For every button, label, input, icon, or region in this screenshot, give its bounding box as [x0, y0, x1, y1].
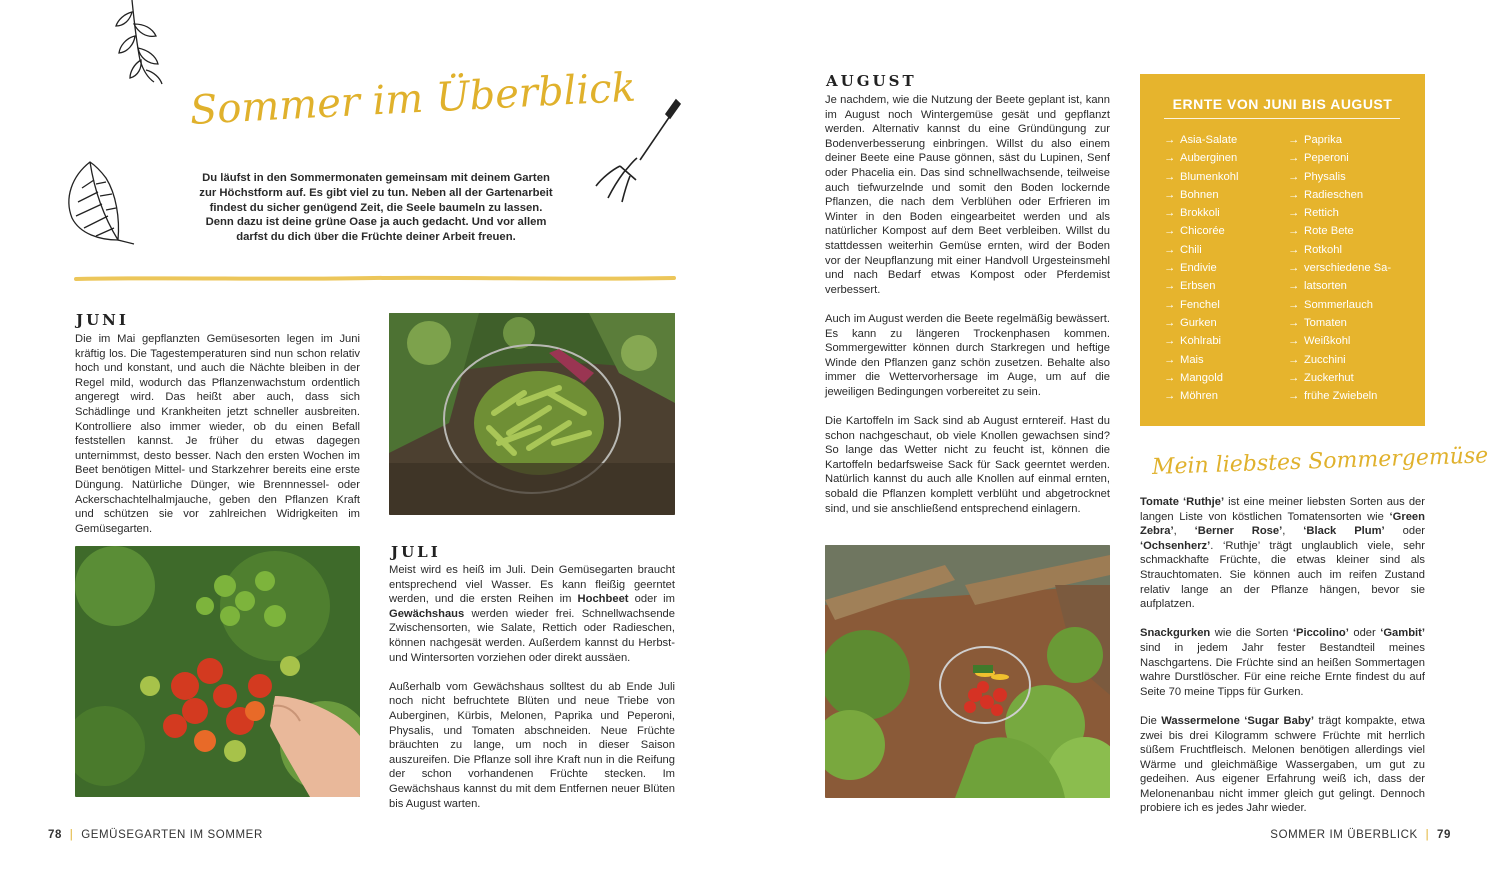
arrow-right-icon: →: [1164, 353, 1176, 366]
harvest-item: → Mangold: [1164, 369, 1238, 387]
harvest-item: → Chicorée: [1164, 222, 1238, 240]
harvest-item: → Erbsen: [1164, 277, 1238, 295]
arrow-right-icon: →: [1288, 280, 1300, 293]
hanging-leaves-icon: [110, 0, 170, 85]
harvest-item: → Radieschen: [1288, 186, 1391, 204]
juni-text: Die im Mai gepflanzten Gemüsesorten legen im Juni kräftig los. Die Tagestemperaturen sind nun schon relativ hoch und konstant, und auch die Nächte bleiben in der Regel mild, wodurch das Pflanzenwachstum ordentlich angeregt wird. Das heißt aber auch, dass sich Schädlinge und Krankheiten jetzt schneller ausbreiten. Kontrolliere also immer wieder, ob du einen Befall feststellen kannst. Je früher du etwas dagegen unternimmst, desto besser. Nach den ersten Wochen im Beet benötigen Mittel- und Starkzehrer bereits eine erste Düngung. Natürliche Dünger, wie Brennnessel- oder Ackerschachtelhalmjauche, geben den Pflanzen Kraft und schützen sie vor zahlreichen Widrigkeiten im Gemüsegarten.: [75, 333, 360, 535]
harvest-item: → Weißkohl: [1288, 332, 1391, 350]
harvest-item: → Chili: [1164, 241, 1238, 259]
arrow-right-icon: →: [1288, 225, 1300, 238]
harvest-item: → verschiedene Sa-: [1288, 259, 1391, 277]
arrow-right-icon: →: [1288, 152, 1300, 165]
divider-line: [74, 274, 676, 284]
harvest-item: → Blumenkohl: [1164, 168, 1238, 186]
august-text: Je nachdem, wie die Nutzung der Beete geplant ist, kann im August noch Wintergemüse gesät und gepflanzt werden. Alternativ kannst du eine Gründüngung zur Bodenverbesserung einbringen. Willst du also einem deiner Beete eine Pause gönnen, säst du Lupinen, Senf oder Phacelia ein. Das sind schnellwachsende, teilweise auch tiefwurzelnde und somit den Boden lockernde Pflanzen, die nach dem Verblühen oder Erfrieren im Winter in den Boden eingearbeitet werden und als natürlicher Kompost auf dem Beet verbleiben. Willst du stattdessen weiterhin Gemüse ernten, wird der Boden vor der Neupflanzung mit einer Handvoll Urgesteinsmehl und nach Bedarf etwas Kompost oder Pferdemist verbessert. Auch im August werden die Beete regelmäßig bewässert. Es kann zu längeren Trockenphasen kommen. Sommergewitter können durch Starkregen und heftige Winde den Pflanzen ganz schön zusetzen. Behalte also immer die Wettervorhersage im Auge, um auf die jeweiligen Bedingungen vorbereitet zu sein. Die Kartoffeln im Sack sind ab August erntereif. Hast du schon nachgeschaut, ob viele Knollen gewachsen sind? So lange das Wetter nicht zu feucht ist, können die Kartoffeln bedarfsweise Sack für Sack geerntet werden. Natürlich kannst du auch alle Knollen auf einmal ernten, sobald die Pflanzen komplett verblüht und abgetrocknet sind, und sie anschließend entsprechend einlagern.: [825, 94, 1110, 515]
harvest-title: ERNTE VON JUNI BIS AUGUST: [1172, 96, 1393, 112]
harvest-item: → Auberginen: [1164, 149, 1238, 167]
august-heading: AUGUST: [826, 72, 917, 90]
arrow-right-icon: →: [1164, 280, 1176, 293]
arrow-right-icon: →: [1288, 353, 1300, 366]
harvest-item: → Peperoni: [1288, 149, 1391, 167]
page-title: Sommer im Überblick: [188, 64, 637, 134]
harvest-box: [1140, 74, 1425, 426]
footer-chapter: GEMÜSEGARTEN IM SOMMER: [81, 829, 263, 841]
harvest-item: → Rettich: [1288, 204, 1391, 222]
harvest-item: → Möhren: [1164, 387, 1238, 405]
arrow-right-icon: →: [1164, 390, 1176, 403]
arrow-right-icon: →: [1164, 316, 1176, 329]
arrow-right-icon: →: [1288, 243, 1300, 256]
leaf-icon: [60, 158, 140, 248]
arrow-right-icon: →: [1164, 134, 1176, 146]
arrow-right-icon: →: [1288, 188, 1300, 201]
arrow-right-icon: →: [1164, 207, 1176, 220]
harvest-item: → Tomaten: [1288, 314, 1391, 332]
arrow-right-icon: →: [1288, 316, 1300, 329]
harvest-item: → Kohlrabi: [1164, 332, 1238, 350]
harvest-item: → Zuckerhut: [1288, 369, 1391, 387]
harvest-item: → Zucchini: [1288, 351, 1391, 369]
arrow-right-icon: →: [1164, 225, 1176, 238]
arrow-right-icon: →: [1164, 262, 1176, 275]
page-number-right: 79: [1437, 829, 1451, 841]
arrow-right-icon: →: [1164, 170, 1176, 183]
arrow-right-icon: →: [1164, 335, 1176, 348]
harvest-item: → Rote Bete: [1288, 222, 1391, 240]
arrow-right-icon: →: [1164, 152, 1176, 165]
arrow-right-icon: →: [1164, 188, 1176, 201]
harvest-item: → Brokkoli: [1164, 204, 1238, 222]
harvest-item: → Endivie: [1164, 259, 1238, 277]
harvest-list-2: [1288, 131, 1391, 405]
arrow-right-icon: →: [1288, 134, 1300, 146]
arrow-right-icon: →: [1288, 390, 1300, 403]
beans-photo: [389, 313, 675, 515]
juni-heading: JUNI: [76, 311, 129, 329]
juli-heading: JULI: [391, 543, 441, 561]
arrow-right-icon: →: [1164, 243, 1176, 256]
harvest-item: → Mais: [1164, 351, 1238, 369]
harvest-item: → Gurken: [1164, 314, 1238, 332]
favorites-text: Tomate ‘Ruthje’ ist eine meiner liebsten Sorten aus der langen Liste von köstlichen Tomatensorten wie ‘Green Zebra’, ‘Berner Rose’, ‘Black Plum’ oder ‘Ochsenherz’. ‘Ruthje’ trägt unglaublich viele, sehr schmackhafte Früchte, die etwas kleiner sind als Strauchtomaten. Sie können auch im reifen Zustand relativ lange an der Pflanze hängen, bevor sie aufplatzen. Snackgurken wie die Sorten ‘Piccolino’ oder ‘Gambit’ sind in jedem Jahr fester Bestandteil meines Naschgartens. Die Früchte sind an heißen Sommertagen wahre Durstlöscher. Für eine reiche Ernte findest du auf Seite 70 meine Tipps für Gurken. Die Wassermelone ‘Sugar Baby’ trägt kompakte, etwa zwei bis drei Kilogramm schwere Früchte mit herrlich süßem Fruchtfleisch. Melonen benötigen allerdings viel Wärme und gleichmäßige Wassergaben, um gut zu gedeihen. Aus eigener Erfahrung weiß ich, dass der Melonenanbau nicht immer gleich gut gelingt. Dennoch probiere ich es jedes Jahr wieder.: [1140, 496, 1426, 815]
harvest-divider: [1164, 118, 1400, 119]
footer-right: SOMMER IM ÜBERBLICK | 79: [1270, 829, 1451, 841]
harvest-item: → latsorten: [1288, 277, 1391, 295]
harvest-item: → Fenchel: [1164, 296, 1238, 314]
arrow-right-icon: →: [1288, 335, 1300, 348]
harvest-list-1: [1164, 131, 1238, 405]
harvest-item: → Physalis: [1288, 168, 1391, 186]
harvest-item: → Asia-Salate: [1164, 131, 1238, 149]
juli-text: Meist wird es heiß im Juli. Dein Gemüsegarten braucht entsprechend viel Wasser. Es kann fleißig geerntet werden, und die ersten Reihen im Hochbeet oder im Gewächshaus werden wieder frei. Schnellwachsende Zwischensorten, wie Salate, Rettich oder Radieschen, können nachgesät werden. Außerdem kannst du Herbst- und Wintersorten vorziehen oder direkt aussäen. Außerhalb vom Gewächshaus solltest du ab Ende Juli noch nicht befruchtete Blüten und neue Triebe von Auberginen, Kürbis, Melonen, Paprika und Peperoni, Physalis, und Tomaten abschneiden. Neue Früchte bräuchten zu lange, um noch in dieser Saison auszureifen. Die Pflanze soll ihre Kraft nun in die Reifung der schon vorhandenen Früchte stecken. Im Gewächshaus kannst du mit dem Entfernen neuer Blüten bis August warten.: [389, 564, 675, 810]
footer-left: 78 | GEMÜSEGARTEN IM SOMMER: [48, 829, 263, 841]
footer-chapter-right: SOMMER IM ÜBERBLICK: [1270, 829, 1418, 841]
harvest-item: → Rotkohl: [1288, 241, 1391, 259]
arrow-right-icon: →: [1164, 371, 1176, 384]
tomatoes-photo: [75, 546, 360, 797]
harvest-item: → Paprika: [1288, 131, 1391, 149]
arrow-right-icon: →: [1288, 262, 1300, 275]
page-number: 78: [48, 829, 62, 841]
favorites-title: Mein liebstes Sommergemüse: [1151, 443, 1489, 480]
arrow-right-icon: →: [1288, 371, 1300, 384]
garden-fork-icon: [590, 96, 686, 206]
harvest-item: → frühe Zwiebeln: [1288, 387, 1391, 405]
harvest-item: → Bohnen: [1164, 186, 1238, 204]
arrow-right-icon: →: [1288, 298, 1300, 311]
intro-text: Du läufst in den Sommermonaten gemeinsam mit deinem Garten zur Höchstform auf. Es gibt viel zu tun. Neben all der Gartenarbeit findest du sicher genügend Zeit, die Seele baumeln zu lassen. Denn dazu ist deine grüne Oase ja auch gedacht. Und vor allem darfst du dich über die Früchte deiner Arbeit freuen.: [199, 172, 553, 244]
raised-bed-photo: [825, 545, 1110, 798]
arrow-right-icon: →: [1164, 298, 1176, 311]
arrow-right-icon: →: [1288, 170, 1300, 183]
arrow-right-icon: →: [1288, 207, 1300, 220]
harvest-item: → Sommerlauch: [1288, 296, 1391, 314]
